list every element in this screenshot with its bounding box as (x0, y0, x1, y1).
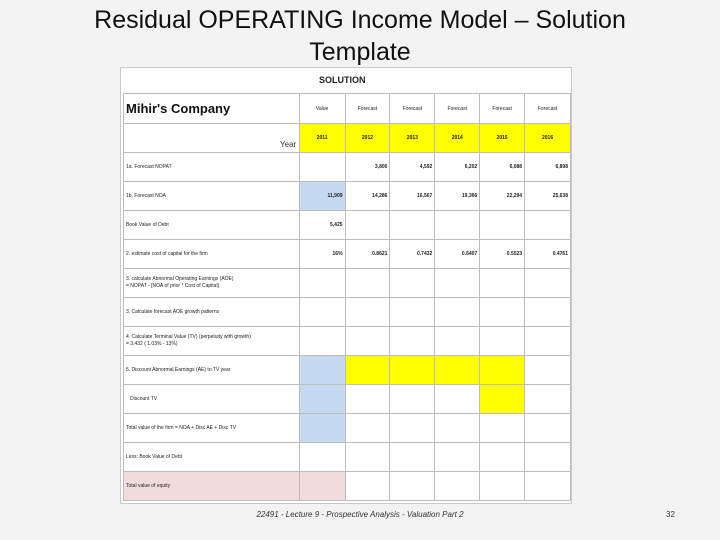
value-cell (299, 153, 345, 182)
empty-cell (390, 385, 435, 414)
empty-cell (390, 269, 435, 298)
value-cell: 6,202 (435, 153, 480, 182)
terminal-value-row (124, 327, 571, 356)
empty-cell (390, 472, 435, 501)
nopat-row (124, 153, 571, 182)
empty-cell (480, 269, 525, 298)
year-cell: 2012 (345, 124, 390, 153)
empty-cell (390, 414, 435, 443)
value-cell: 5,425 (299, 211, 345, 240)
empty-cell (525, 269, 571, 298)
company-name: Mihir's Company (126, 101, 231, 116)
empty-cell (525, 414, 571, 443)
col-header: Value (299, 94, 345, 124)
slide-title-line1: Residual OPERATING Income Model – Solution (94, 6, 626, 34)
empty-cell (480, 472, 525, 501)
footer-text: 22491 - Lecture 9 - Prospective Analysis - Valuation Part 2 (256, 510, 464, 519)
empty-cell (435, 443, 480, 472)
empty-cell (299, 269, 345, 298)
empty-cell (435, 472, 480, 501)
value-cell: 16,567 (390, 182, 435, 211)
yellow-cell (345, 356, 390, 385)
yellow-cell (480, 356, 525, 385)
row-label: 1a. Forecast NOPAT (124, 153, 300, 182)
yellow-cell (435, 356, 480, 385)
noa-row (124, 182, 571, 211)
empty-cell (480, 298, 525, 327)
year-label: Year (280, 140, 297, 149)
value-cell: 14,286 (345, 182, 390, 211)
empty-cell (299, 327, 345, 356)
empty-cell (525, 327, 571, 356)
blue-cell (299, 414, 345, 443)
solution-label: SOLUTION (319, 75, 366, 85)
blue-cell (299, 356, 345, 385)
row-label: 2. estimate cost of capital for the firm (124, 240, 300, 269)
value-cell: 0.6407 (435, 240, 480, 269)
year-cell: 2014 (435, 124, 480, 153)
value-cell: 6,088 (480, 153, 525, 182)
empty-cell (435, 298, 480, 327)
value-cell: 3,800 (345, 153, 390, 182)
row-label: Book Value of Debt (124, 211, 300, 240)
company-name-cell (124, 94, 300, 124)
empty-cell (345, 414, 390, 443)
value-cell: 6,898 (525, 153, 571, 182)
empty-cell (345, 269, 390, 298)
firm-value-row (124, 414, 571, 443)
empty-cell (390, 211, 435, 240)
row-label (124, 269, 300, 298)
empty-cell (435, 385, 480, 414)
empty-cell (525, 211, 571, 240)
empty-cell (480, 211, 525, 240)
model-table (123, 93, 571, 501)
header-row (124, 94, 571, 124)
empty-cell (299, 443, 345, 472)
empty-cell (480, 327, 525, 356)
empty-cell (435, 414, 480, 443)
row-label-line: 4. Calculate Terminal Value (TV) (perpetuity with growth) (126, 334, 251, 340)
year-label-cell (124, 124, 300, 153)
pink-cell (299, 472, 345, 501)
yellow-cell (480, 385, 525, 414)
empty-cell (345, 385, 390, 414)
discount-tv-row (124, 385, 571, 414)
cost-of-capital-row (124, 240, 571, 269)
col-header: Forecast (435, 94, 480, 124)
row-label: 3. Calculate forecast AOE growth patterns (124, 298, 300, 327)
growth-row (124, 298, 571, 327)
value-cell: 25,638 (525, 182, 571, 211)
empty-cell (390, 327, 435, 356)
empty-cell (525, 443, 571, 472)
empty-cell (299, 298, 345, 327)
value-cell: 19,366 (435, 182, 480, 211)
year-cell: 2013 (390, 124, 435, 153)
empty-cell (345, 443, 390, 472)
slide-title-line2: Template (309, 38, 411, 66)
equity-row (124, 472, 571, 501)
yellow-cell (390, 356, 435, 385)
col-header: Forecast (390, 94, 435, 124)
value-cell: 0.8621 (345, 240, 390, 269)
row-label: Less: Book Value of Debt (124, 443, 300, 472)
empty-cell (345, 298, 390, 327)
value-cell: 11,909 (299, 182, 345, 211)
spreadsheet (120, 67, 572, 504)
col-header: Forecast (345, 94, 390, 124)
col-header: Forecast (525, 94, 571, 124)
value-cell: 22,294 (480, 182, 525, 211)
row-label: 5. Discount Abnormal Earnings (AE) to TV year (124, 356, 300, 385)
empty-cell (435, 327, 480, 356)
col-header: Forecast (480, 94, 525, 124)
empty-cell (345, 472, 390, 501)
year-cell: 2011 (299, 124, 345, 153)
empty-cell (390, 443, 435, 472)
empty-cell (480, 414, 525, 443)
row-label: Discount TV (124, 385, 300, 414)
row-label-line: = NOPAT - [NOA of prior * Cost of Capital] (126, 283, 219, 289)
empty-cell (525, 298, 571, 327)
year-cell: 2016 (525, 124, 571, 153)
empty-cell (525, 472, 571, 501)
empty-cell (390, 298, 435, 327)
empty-cell (345, 211, 390, 240)
empty-cell (345, 327, 390, 356)
less-debt-row (124, 443, 571, 472)
discount-ae-row (124, 356, 571, 385)
value-cell: 0.7432 (390, 240, 435, 269)
row-label (124, 327, 300, 356)
blue-cell (299, 385, 345, 414)
rate-cell: 16% (299, 240, 345, 269)
row-label: Total value of equity (124, 472, 300, 501)
empty-cell (525, 356, 571, 385)
row-label: Total value of the firm = NOA + Disc AE + Disc TV (124, 414, 300, 443)
year-cell: 2015 (480, 124, 525, 153)
year-row (124, 124, 571, 153)
debt-row (124, 211, 571, 240)
row-label: 1b. Forecast NOA (124, 182, 300, 211)
aoe-row (124, 269, 571, 298)
slide-title (0, 4, 720, 68)
value-cell: 0.4761 (525, 240, 571, 269)
empty-cell (525, 385, 571, 414)
value-cell: 0.5523 (480, 240, 525, 269)
value-cell: 4,592 (390, 153, 435, 182)
empty-cell (435, 211, 480, 240)
row-label-line: 3. calculate Abnormal Operating Earnings (AOE) (126, 276, 234, 282)
row-label-line: = 3,432 ( 1.03% - 13%) (126, 341, 178, 347)
page-number: 32 (666, 510, 675, 519)
empty-cell (480, 443, 525, 472)
empty-cell (435, 269, 480, 298)
